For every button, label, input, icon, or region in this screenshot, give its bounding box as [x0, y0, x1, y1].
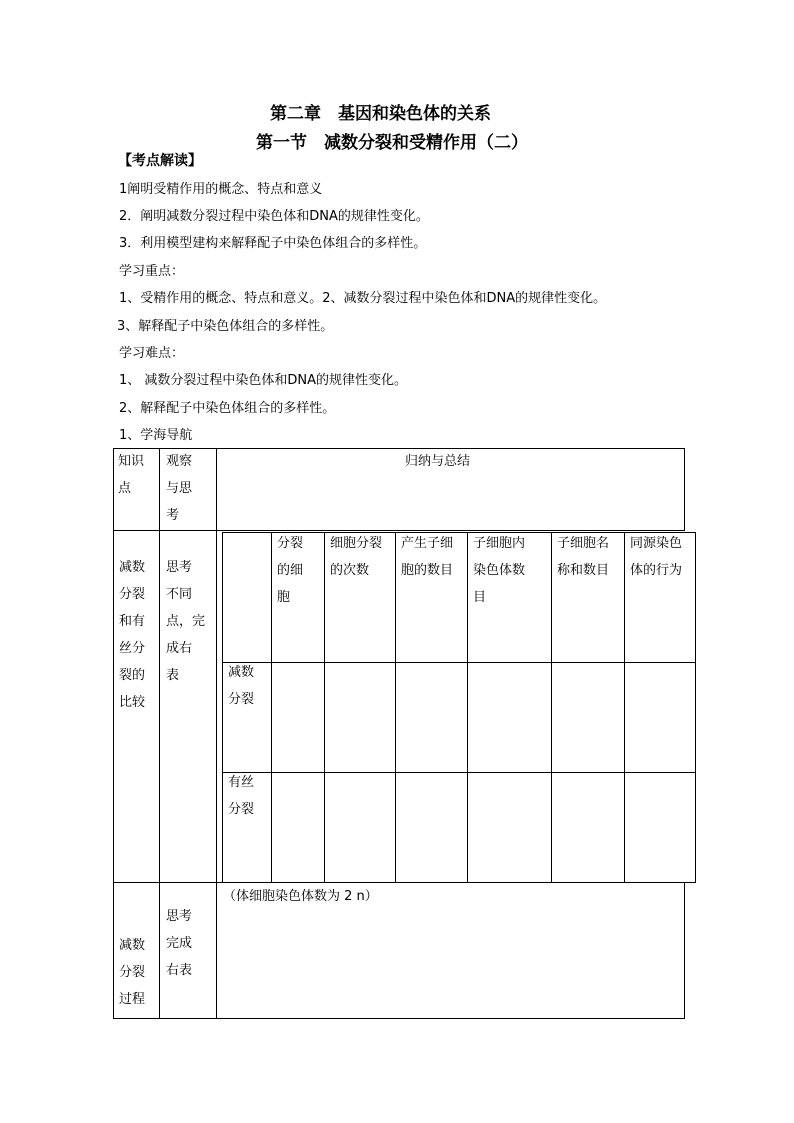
objectives-heading: 【考点解读】	[118, 153, 202, 169]
objective-item-3: 3．利用模型建构来解释配子中染色体组合的多样性。	[119, 236, 427, 251]
inner-header-dividing-cell: 分裂 的细 胞	[277, 536, 304, 605]
key-point-line-2: 3、解释配子中染色体组合的多样性。	[117, 319, 334, 334]
section-title: 第一节 减数分裂和受精作用（二）	[256, 133, 528, 153]
inner-row-meiosis: 减数 分裂	[228, 665, 255, 707]
row1-observe: 思考 不同 点，完 成右 表	[166, 560, 206, 683]
inner-header-daughter-count: 产生子细 胞的数目	[401, 536, 454, 578]
row2-note: （体细胞染色体数为 2 n）	[223, 889, 378, 904]
header-summary: 归纳与总结	[405, 454, 471, 469]
objective-item-2: 2．阐明减数分裂过程中染色体和DNA的规律性变化。	[119, 209, 429, 224]
header-knowledge: 知识 点	[118, 454, 145, 496]
objective-item-1: 1阐明受精作用的概念、特点和意义	[119, 182, 323, 197]
key-points-heading: 学习重点：	[119, 264, 185, 279]
inner-header-division-count: 细胞分裂 的次数	[330, 536, 383, 578]
row1-knowledge: 减数 分裂 和有 丝分 裂的 比较	[119, 560, 146, 710]
inner-header-homolog-behavior: 同源染色 体的行为	[630, 536, 683, 578]
guide-heading: 1、学海导航	[119, 428, 193, 443]
chapter-title: 第二章 基因和染色体的关系	[270, 104, 491, 124]
difficult-point-line-2: 2、解释配子中染色体组合的多样性。	[119, 401, 336, 416]
key-point-line-1: 1、受精作用的概念、特点和意义。2、减数分裂过程中染色体和DNA的规律性变化。	[119, 291, 607, 306]
row2-observe: 思考 完成 右表	[166, 909, 193, 978]
inner-row-mitosis: 有丝 分裂	[228, 775, 255, 817]
header-observe: 观察 与思 考	[166, 454, 193, 523]
row2-knowledge: 减数 分裂 过程	[119, 938, 146, 1007]
difficult-point-line-1: 1、 减数分裂过程中染色体和DNA的规律性变化。	[119, 373, 408, 388]
inner-header-daughter-name: 子细胞名 称和数目	[557, 536, 610, 578]
inner-header-chromosome-number: 子细胞内 染色体数 目	[473, 536, 526, 605]
difficult-points-heading: 学习难点：	[119, 346, 185, 361]
